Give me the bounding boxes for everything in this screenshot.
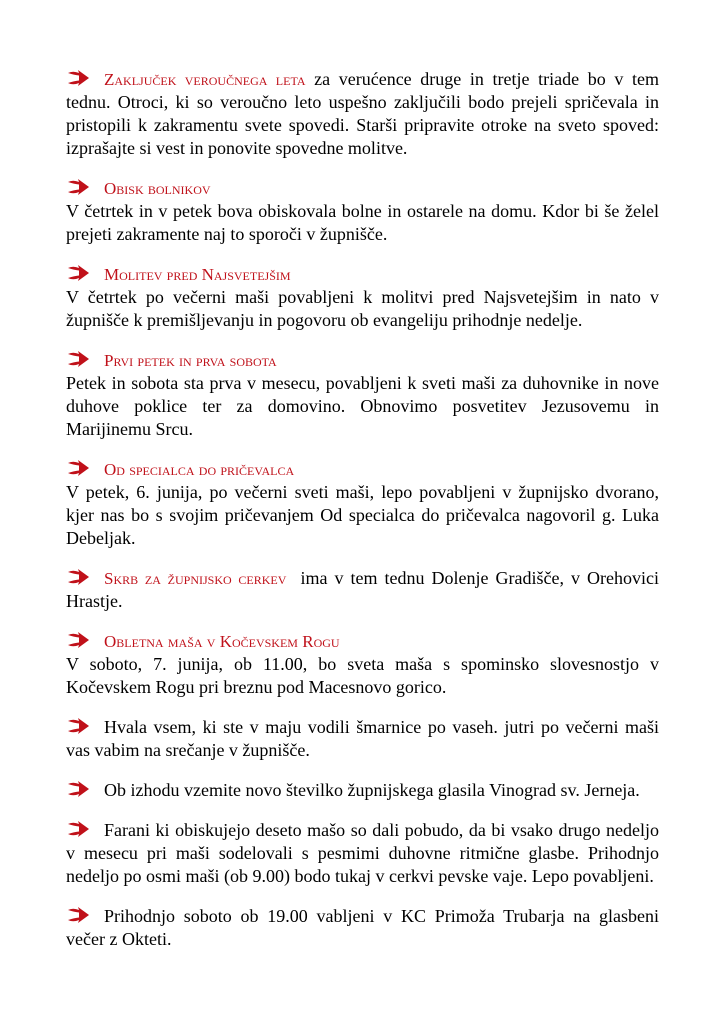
announcement-title: Skrb za župnijsko cerkev: [104, 569, 287, 588]
announcement-item: [66, 177, 659, 246]
announcement-text: V četrtek po večerni maši povabljeni k molitvi pred Najsvetejšim in nato v župnišče k premišljevanju in pogovoru ob evangeliju prihodnje nedelje.: [66, 287, 659, 330]
red-arrow-icon: [66, 351, 90, 367]
red-arrow-icon: [66, 907, 90, 923]
announcement-title: Prvi petek in prva sobota: [104, 351, 277, 370]
announcement-title: Obletna maša v Kočevskem Rogu: [104, 632, 340, 651]
announcement-title: Molitev pred Najsvetejšim: [104, 265, 291, 284]
announcement-text: V četrtek in v petek bova obiskovala bolne in ostarele na domu. Kdor bi še želel prejeti zakramente naj to sporoči v župnišče.: [66, 201, 659, 244]
announcement-item: [66, 349, 659, 441]
red-arrow-icon: [66, 718, 90, 734]
announcement-text: Petek in sobota sta prva v mesecu, povabljeni k sveti maši za duhovnike in nove duhove poklice ter za domovino. Obnovimo posvetitev Jezusovemu in Marijinemu Srcu.: [66, 373, 659, 439]
announcement-text: Hvala vsem, ki ste v maju vodili šmarnice po vaseh. jutri po večerni maši vas vabim na srečanje v župnišče.: [66, 717, 659, 760]
announcement-text: Prihodnjo soboto ob 19.00 vabljeni v KC Primoža Trubarja na glasbeni večer z Okteti.: [66, 906, 659, 949]
red-arrow-icon: [66, 70, 90, 86]
announcement-text: za verućence druge in tretje triade bo v tem tednu. Otroci, ki so veroučno leto uspešno zaključili bodo prejeli spričevala in pristopili k zakramentu svete spovedi. Starši pripravite otroke na sveto spoved: izprašajte si vest in ponovite spovedne molitve.: [66, 69, 659, 158]
announcement-item: [66, 68, 659, 160]
announcement-item: [66, 716, 659, 762]
red-arrow-icon: [66, 781, 90, 797]
announcement-text: V petek, 6. junija, po večerni sveti maši, lepo povabljeni v župnijsko dvorano, kjer nas bo s svojim pričevanjem Od specialca do pričevalca nagovoril g. Luka Debeljak.: [66, 482, 659, 548]
announcement-title: Zaključek veroučnega leta: [104, 70, 306, 89]
red-arrow-icon: [66, 179, 90, 195]
red-arrow-icon: [66, 569, 90, 585]
announcement-text: Ob izhodu vzemite novo številko župnijskega glasila Vinograd sv. Jerneja.: [104, 780, 640, 800]
announcement-text: V soboto, 7. junija, ob 11.00, bo sveta maša s spominsko slovesnostjo v Kočevskem Rogu pri breznu pod Macesnovo gorico.: [66, 654, 659, 697]
red-arrow-icon: [66, 265, 90, 281]
red-arrow-icon: [66, 821, 90, 837]
announcement-item: [66, 905, 659, 951]
announcement-title: Od specialca do pričevalca: [104, 460, 295, 479]
announcement-item: [66, 779, 659, 802]
red-arrow-icon: [66, 632, 90, 648]
announcement-item: [66, 630, 659, 699]
announcement-text: ima v tem tednu Dolenje Gradišče, v Orehovici Hrastje.: [66, 568, 664, 611]
announcement-text: Farani ki obiskujejo deseto mašo so dali pobudo, da bi vsako drugo nedeljo v mesecu pri maši sodelovali s pesmimi duhovne ritmične glasbe. Prihodnjo nedeljo po osmi maši (ob 9.00) bodo tukaj v cerkvi pevske vaje. Lepo povabljeni.: [66, 820, 659, 886]
announcement-item: [66, 819, 659, 888]
announcement-item: [66, 567, 664, 613]
announcement-item: [66, 263, 659, 332]
announcement-title: Obisk bolnikov: [104, 179, 211, 198]
red-arrow-icon: [66, 460, 90, 476]
announcement-item: [66, 458, 659, 550]
